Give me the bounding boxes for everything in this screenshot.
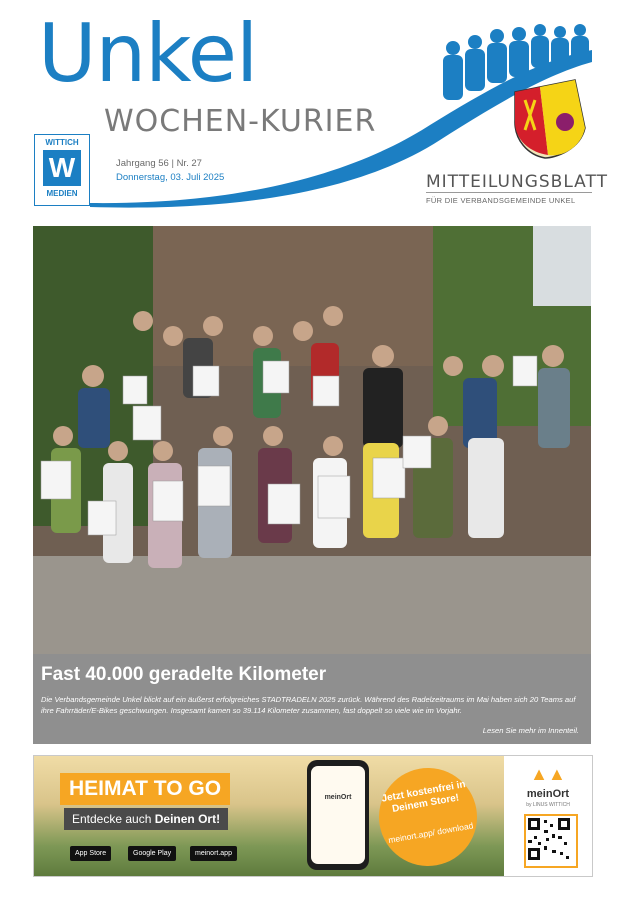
ad-headline: HEIMAT TO GO <box>60 773 230 805</box>
ad-tagline-bold: Deinen Ort! <box>154 812 221 826</box>
meinort-logo-panel <box>504 756 592 876</box>
issue-number: Jahrgang 56 | Nr. 27 <box>116 158 202 169</box>
qr-code-icon[interactable] <box>524 814 578 868</box>
article-summary: Die Verbandsgemeinde Unkel blickt auf ein äußerst erfolgreiches STADTRADELN 2025 zurück. Während des Radelzeitraums im Mai haben sich 20 Teams auf ihre Fahrräder/E-Bikes geschwungen. Insgesamt kamen so 39.114 Kilometer zusammen, fast doppelt so viele wie im Vorjahr. <box>41 695 576 715</box>
section-divider <box>426 192 592 193</box>
phone-app-brand: meinOrt <box>324 794 352 801</box>
group-photo-icon <box>33 226 591 654</box>
section-title: MITTEILUNGSBLATT <box>426 172 608 192</box>
advertisement-banner[interactable] <box>33 755 593 877</box>
ad-tagline-pre: Entdecke auch <box>72 812 155 826</box>
meinort-logo-name: meinOrt <box>526 788 570 800</box>
app-store-button[interactable]: App Store <box>70 846 111 861</box>
read-more-link[interactable]: Lesen Sie mehr im Innenteil. <box>482 726 579 735</box>
web-app-button[interactable]: meinort.app <box>190 846 237 861</box>
masthead-title: Unkel <box>38 7 258 100</box>
publisher-logo-top: WITTICH <box>45 138 79 147</box>
meinort-logo-by: by LINUS WITTICH <box>526 802 570 808</box>
issue-date: Donnerstag, 03. Juli 2025 <box>116 172 225 183</box>
ad-tagline <box>64 808 228 830</box>
google-play-button[interactable]: Google Play <box>128 846 176 861</box>
phone-mockup <box>307 760 369 870</box>
phone-screen <box>311 766 365 864</box>
publisher-logo-bottom: MEDIEN <box>46 189 78 198</box>
coat-of-arms-icon <box>515 80 585 158</box>
masthead-subtitle: WOCHEN-KURIER <box>104 104 377 139</box>
article-headline[interactable]: Fast 40.000 geradelte Kilometer <box>41 664 327 685</box>
article-teaser[interactable] <box>33 654 591 744</box>
publisher-logo <box>34 134 90 206</box>
cover-photo <box>33 226 591 654</box>
meinort-logo-icon: ▲▲ <box>530 764 566 784</box>
store-badge-text: Jetzt kostenfrei in Deinem Store! <box>380 779 467 816</box>
store-badge-url: meinort.app/ download <box>387 820 474 846</box>
publisher-logo-letter: W <box>43 150 81 186</box>
section-subtitle: FÜR DIE VERBANDSGEMEINDE UNKEL <box>426 196 576 205</box>
